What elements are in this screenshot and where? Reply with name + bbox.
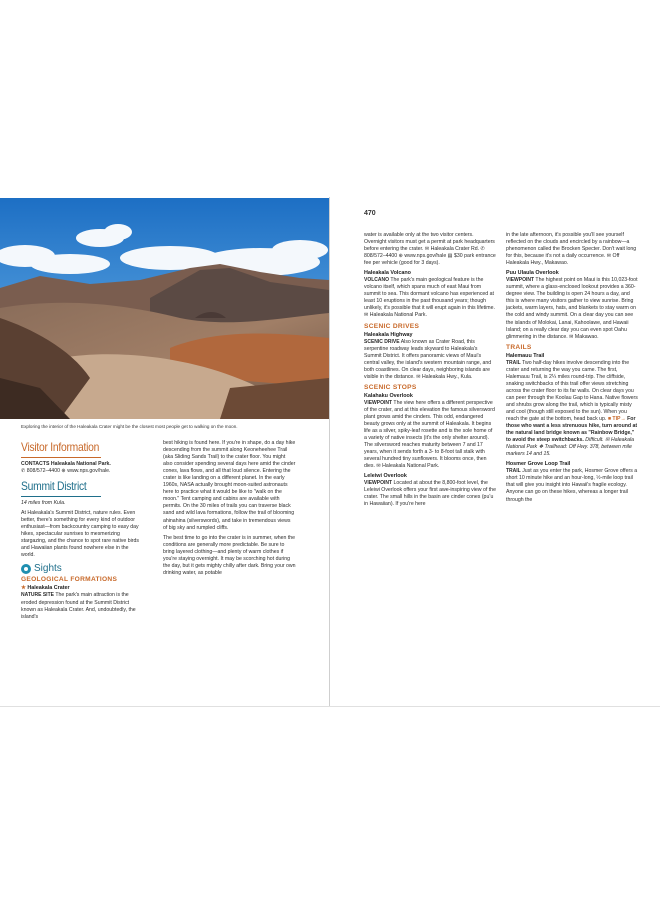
kalahaku-name: Kalahaku Overlook <box>364 392 413 399</box>
halemauu-label: TRAIL <box>506 359 521 366</box>
page-bottom-edge <box>0 706 660 707</box>
volcano-label: VOLCANO <box>364 277 389 284</box>
crater-season: The best time to go into the crater is in summer, when the conditions are generally more predictable. Be sure to bring layered clothing—and plenty of warm clothes if you're staying overnight. It may be scorching hot during the day, but it gets mighty chilly after dark. Bring your own drinking water, as potable <box>163 534 296 576</box>
crater-continued: best hiking is found here. If you're in shape, do a day hike descending from the summit along Keoneheehee Trail (aka Sliding Sands Trail) to the crater floor. You might also consider spending several days here amid the cinder cones, lava flows, and all that loud silence. Entering the crater is like landing on a different planet. In the early 1960s, NASA actually brought moon-suited astronauts here to practice what it would be like to "walk on the moon." Tent camping and cabins are available with permits. On the 30 miles of trails you can traverse black sand and wild lava formations, follow the trail of blooming ahinahina (silverswords), and take in tremendous views of big sky and rumpled cliffs. <box>163 440 296 531</box>
crater-photo <box>0 198 329 419</box>
hosmer-paragraph <box>506 468 638 503</box>
halemauu-details: Difficult. ✉ Haleakala National Park ❖ Trailhead: Off Hwy. 378, between mile markers 14 and 15. <box>506 437 635 458</box>
summit-district-heading: Summit District <box>21 479 87 494</box>
page-number: 470 <box>364 210 376 217</box>
trails-heading: TRAILS <box>506 343 532 351</box>
crater-paragraph <box>21 592 141 620</box>
leleiwi-paragraph <box>364 480 496 508</box>
right-column-1 <box>364 232 496 511</box>
kalahaku-body: The view here offers a different perspective of the crater, and at this elevation the famous silversword plant grows amid the cinders. This odd, endangered beauty grows only at the summit of Haleakala. It begins life as a silver, spiky-leaf rosette and is the sole home of a variety of native insects (it's the only shelter around). The silversword reaches maturity between 7 and 17 years, when it sends forth a 3- to 8-foot tall stalk with several hundred tiny sunflowers. It blooms once, then dies. ✉ Haleakala National Park. <box>364 399 495 470</box>
halemauu-body: Two half-day hikes involve descending into the crater and returning the way you came. The first, Halemauu Trail, is 2¼ miles round-trip. The cliffside, snaking switchbacks of this trail offer views stretching across the crater floor to its far walls. On clear days you can peer through the Koolau Gap to Hana. Native flowers and shrubs grow along the trail, which is typically misty and cool (though still exposed to the sun). When you reach the gate at the bottom, head back up. <box>506 359 638 423</box>
geological-formations-heading: GEOLOGICAL FORMATIONS <box>21 576 118 584</box>
crater-label: NATURE SITE <box>21 592 54 599</box>
contacts-phone: ✆ 808/572–4400 ⊕ www.nps.gov/hale. <box>21 468 111 475</box>
volcano-paragraph <box>364 277 496 319</box>
crater-name: Haleakala Crater <box>27 585 70 592</box>
visitor-information-heading: Visitor Information <box>21 440 100 454</box>
page-gutter <box>329 197 330 707</box>
highway-name: Haleakala Highway <box>364 331 413 338</box>
volcano-body: The park's main geological feature is the volcano itself, which spans much of east Maui from summit to sea. This dormant volcano has experienced at least 10 eruptions in the past thousand years; though unlikely, it's possible that it will erupt again in this lifetime. ✉ Haleakala National Park. <box>364 277 495 319</box>
leleiwi-body: Located at about the 8,800-foot level, the Leleiwi Overlook offers your first awe-inspiring view of the crater. The small hills in the basin are cinder cones (puʻu in Hawaiian). If you're here <box>364 480 496 508</box>
right-column-2 <box>506 232 638 507</box>
leleiwi-continued: in the late afternoon, it's possible you'll see yourself reflected on the clouds and encircled by a rainbow—a phenomenon called the Brocken Specter. Don't wait long for this, because it's not a daily occurrence. ✉ Off Haleakala Hwy., Makawao. <box>506 232 637 267</box>
halemauu-name: Halemauu Trail <box>506 352 545 359</box>
summit-distance: 14 miles from Kula. <box>21 500 66 507</box>
left-column-2 <box>163 440 296 580</box>
tip-label: ■ TIP→ <box>607 416 626 423</box>
photo-caption: Exploring the interior of the Haleakala Crater might be the closest most people get to walking on the moon. <box>21 424 238 429</box>
volcano-name: Haleakala Volcano <box>364 270 411 277</box>
highway-paragraph <box>364 339 496 381</box>
left-column-1 <box>21 440 141 624</box>
heading-rule <box>21 457 101 458</box>
scenic-drives-heading: SCENIC DRIVES <box>364 322 420 330</box>
heading-rule <box>21 496 101 497</box>
puu-ulaula-name: Puu Ulaula Overlook <box>506 270 559 277</box>
puu-ulaula-paragraph <box>506 277 638 340</box>
scenic-stops-heading: SCENIC STOPS <box>364 383 417 391</box>
halemauu-paragraph <box>506 360 638 459</box>
contacts-paragraph <box>21 461 141 475</box>
contacts-label: CONTACTS <box>21 461 50 467</box>
crater-body: The park's main attraction is the eroded depression found at the Summit District known as Haleakala Crater. And, undoubtedly, the island's <box>21 592 136 620</box>
contacts-text: Haleakala National Park. <box>50 461 111 467</box>
star-icon: ★ <box>21 585 26 592</box>
tip-text: For those who want a less strenuous hike, turn around at the natural land bridge known as "Rainbow Bridge," to avoid the steep switchbacks. <box>506 416 638 444</box>
highway-label: SCENIC DRIVE <box>364 338 400 345</box>
puu-ulaula-label: VIEWPOINT <box>506 277 535 284</box>
leleiwi-name: Leleiwi Overlook <box>364 473 407 480</box>
leleiwi-label: VIEWPOINT <box>364 480 393 487</box>
highway-body: Also known as Crater Road, this serpentine roadway leads skyward to Haleakala's Summit District. It offers panoramic views of Maui's central valley, the island's western mountain range, and both coastlines. On clear days, neighboring islands are visible in the distance. ✉ Haleakala Hwy., Kula. <box>364 338 492 380</box>
hosmer-label: TRAIL <box>506 468 521 475</box>
crater-water-info: water is available only at the two visitor centers. Overnight visitors must get a permit at park headquarters before entering the crater. ✉ Haleakala Crater Rd. ✆ 808/572–4400 ⊕ www.nps.gov/hale ▤ $30 park entrance fee per vehicle (good for 3 days). <box>364 232 496 267</box>
sights-header <box>21 563 141 574</box>
kalahaku-label: VIEWPOINT <box>364 399 393 406</box>
crater-photo-illustration <box>0 198 329 419</box>
sights-heading: Sights <box>34 563 62 575</box>
kalahaku-paragraph <box>364 400 496 470</box>
summit-body: At Haleakala's Summit District, nature rules. Even better, there's something for every kind of outdoor enthusiast—from backcountry camping to easy day hikes, spectacular sunrises to mesmerizing stargazing, and the chance to spot rare native birds and Hawaiian plants found nowhere else in the world. <box>21 510 139 559</box>
hosmer-name: Hosmer Grove Loop Trail <box>506 461 571 468</box>
puu-ulaula-body: The highest point on Maui is this 10,023-foot summit, where a glass-enclosed lookout provides a 360-degree view. The building is open 24 hours a day, and this is where many visitors gather to view sunrise. Bring jackets, warm layers, hats, and blankets to stay warm on the cold and windy summit. On a clear day you can see the islands of Molokai, Lanai, Kahoolawe, and Hawaii Island; on a really clear day you can even spot Oahu glimmering in the distance. ✉ Makawao. <box>506 277 638 340</box>
sights-icon <box>21 564 31 574</box>
hosmer-body: Just as you enter the park, Hosmer Grove offers a short 10 minute hike and an hour-long, ½-mile loop trail that will give you insight into Hawaii's fragile ecology. Anyone can go on these hikes, whereas a longer trail through the <box>506 468 638 503</box>
crater-item <box>21 585 141 592</box>
